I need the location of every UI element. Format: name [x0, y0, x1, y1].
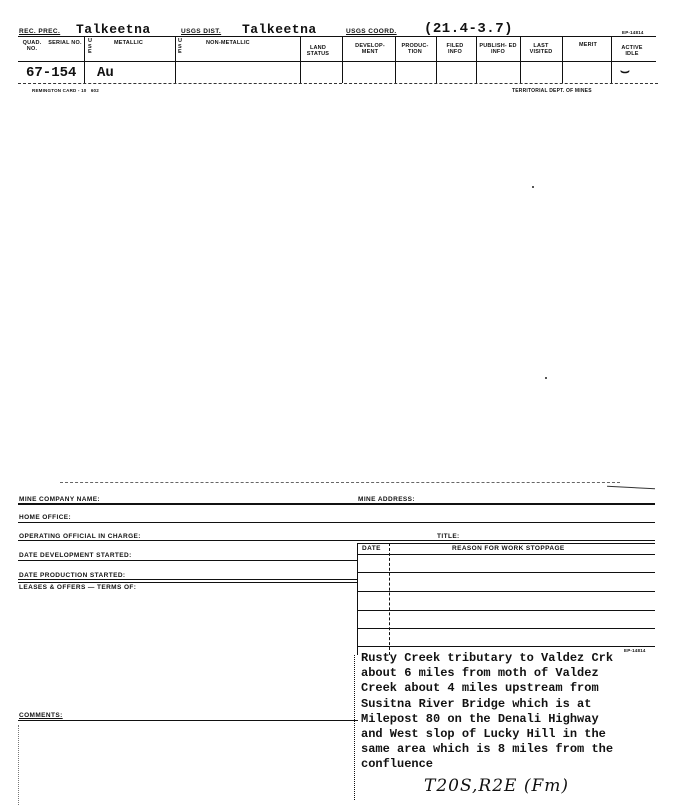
- home-office-label: HOME OFFICE:: [19, 514, 72, 521]
- date-development-label: DATE DEVELOPMENT STARTED:: [19, 552, 132, 559]
- usgs-coord-label: USGS COORD.: [346, 28, 397, 35]
- remark-line: confluence: [361, 757, 434, 772]
- col-filed-info: FILED INFO: [446, 43, 464, 55]
- remark-line: Creek about 4 miles upstream from: [361, 681, 599, 696]
- handwritten-note: T20S,R2E (Fm): [424, 776, 570, 796]
- usgs-dist-value: Talkeetna: [242, 22, 317, 37]
- corner-stroke: [607, 486, 655, 491]
- col-quad-no: QUAD. NO.: [22, 40, 42, 52]
- col-published-info: PUBLISH- ED INFO: [479, 43, 517, 55]
- date-production-label: DATE PRODUCTION STARTED:: [19, 572, 126, 579]
- col-land-status: LAND STATUS: [306, 45, 330, 57]
- mine-address-label: MINE ADDRESS:: [358, 496, 415, 503]
- col-production: PRODUC- TION: [401, 43, 429, 55]
- territorial-dept: TERRITORIAL DEPT. OF MINES: [512, 88, 592, 94]
- col-non-metallic: NON-METALLIC: [206, 40, 250, 46]
- remarks-block: [361, 651, 661, 773]
- col-serial-no: SERIAL NO.: [48, 40, 82, 46]
- form-number-bottom: EP-14814: [624, 648, 646, 653]
- remark-line: about 6 miles from moth of Valdez: [361, 666, 599, 681]
- col-active-idle: ACTIVE IDLE: [621, 45, 643, 57]
- remark-line: Milepost 80 on the Denali Highway: [361, 711, 599, 726]
- title-label: TITLE:: [437, 533, 460, 540]
- form-number-top: EP-14814: [622, 30, 644, 35]
- remark-line: same area which is 8 miles from the: [361, 742, 614, 757]
- col-nonmetallic-use: U S E: [178, 38, 183, 55]
- rec-prec-label: REC. PREC.: [19, 28, 61, 35]
- leases-label: LEASES & OFFERS — TERMS OF:: [19, 584, 137, 591]
- col-metallic-use: U S E: [88, 38, 93, 55]
- remark-line: Susitna River Bridge which is at: [361, 696, 592, 711]
- reason-header: REASON FOR WORK STOPPAGE: [452, 545, 565, 552]
- comments-label: COMMENTS:: [19, 712, 63, 719]
- usgs-coord-value: (21.4-3.7): [424, 21, 514, 37]
- col-last-visited: LAST VISITED: [529, 43, 553, 55]
- remark-line: and West slop of Lucky Hill in the: [361, 727, 606, 742]
- usgs-dist-label: USGS DIST.: [181, 28, 222, 35]
- col-merit: MERIT: [578, 42, 598, 48]
- scan-speck: [545, 377, 547, 379]
- record-quad-serial: 67-154: [26, 65, 77, 81]
- date-header: DATE: [362, 545, 381, 552]
- remark-line: Rusty Creek tributary to Valdez Crk: [361, 651, 614, 665]
- record-active-mark: ⌣: [620, 63, 630, 80]
- rec-prec-value: Talkeetna: [76, 22, 151, 37]
- col-metallic: METALLIC: [114, 40, 143, 46]
- record-metallic: Au: [97, 65, 114, 81]
- card-code: REMINGTON CARD - 10 602: [32, 88, 99, 93]
- mine-company-name-label: MINE COMPANY NAME:: [19, 496, 100, 503]
- scan-speck: [532, 186, 534, 188]
- operating-official-label: OPERATING OFFICIAL IN CHARGE:: [19, 533, 141, 540]
- col-development: DEVELOP- MENT: [355, 43, 385, 55]
